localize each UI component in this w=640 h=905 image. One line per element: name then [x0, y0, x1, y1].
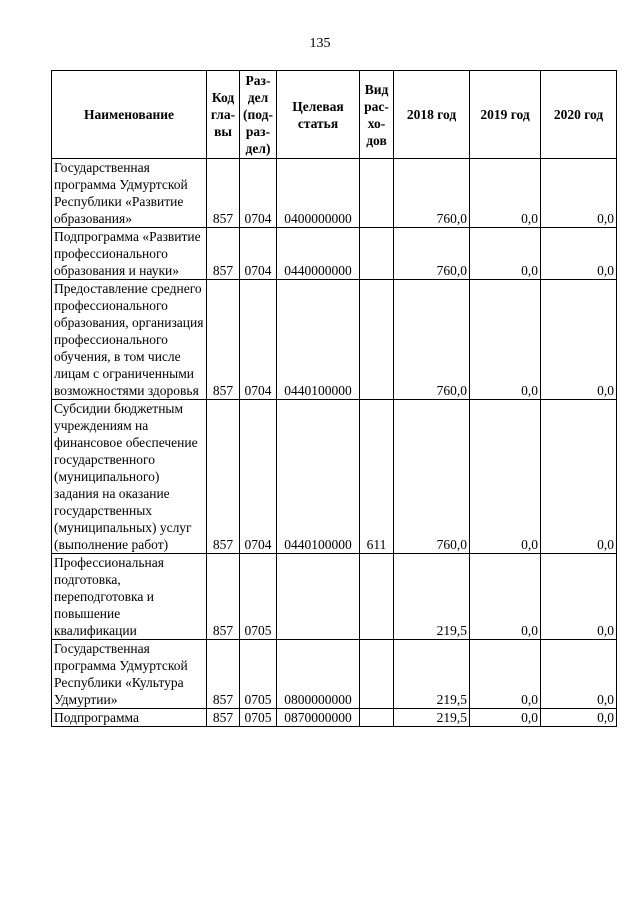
row-2018: 760,0 — [394, 228, 470, 280]
row-chapter: 857 — [207, 640, 240, 709]
header-name: Наименование — [52, 71, 207, 159]
row-2018: 219,5 — [394, 640, 470, 709]
row-2018: 219,5 — [394, 554, 470, 640]
header-chapter: Код гла-вы — [207, 71, 240, 159]
row-name: Подпрограмма — [52, 709, 207, 727]
row-2019: 0,0 — [470, 554, 541, 640]
row-2020: 0,0 — [541, 554, 617, 640]
page-number: 135 — [309, 36, 331, 51]
row-section: 0705 — [240, 709, 277, 727]
row-chapter: 857 — [207, 159, 240, 228]
row-2019: 0,0 — [470, 709, 541, 727]
row-2020: 0,0 — [541, 280, 617, 400]
row-2020: 0,0 — [541, 709, 617, 727]
row-2019: 0,0 — [470, 228, 541, 280]
row-2018: 760,0 — [394, 159, 470, 228]
row-section: 0705 — [240, 554, 277, 640]
header-target: Целевая статья — [277, 71, 360, 159]
row-2019: 0,0 — [470, 640, 541, 709]
row-expense — [360, 554, 394, 640]
table-row — [52, 228, 617, 280]
header-expense: Вид рас-хо-дов — [360, 71, 394, 159]
row-2018: 760,0 — [394, 280, 470, 400]
row-2019: 0,0 — [470, 159, 541, 228]
row-target: 0400000000 — [277, 159, 360, 228]
row-target — [277, 554, 360, 640]
row-name: Профессиональная подготовка, переподготовка и повышение квалификации — [52, 554, 207, 640]
table-row — [52, 554, 617, 640]
table-row — [52, 280, 617, 400]
table-row — [52, 709, 617, 727]
row-expense — [360, 159, 394, 228]
row-name: Государственная программа Удмуртской Республики «Культура Удмуртии» — [52, 640, 207, 709]
row-target: 0800000000 — [277, 640, 360, 709]
row-2018: 760,0 — [394, 400, 470, 554]
row-expense — [360, 228, 394, 280]
row-2020: 0,0 — [541, 640, 617, 709]
row-expense — [360, 709, 394, 727]
row-target: 0870000000 — [277, 709, 360, 727]
row-2020: 0,0 — [541, 159, 617, 228]
row-target: 0440100000 — [277, 280, 360, 400]
row-chapter: 857 — [207, 400, 240, 554]
row-section: 0705 — [240, 640, 277, 709]
row-2020: 0,0 — [541, 400, 617, 554]
row-section: 0704 — [240, 280, 277, 400]
row-chapter: 857 — [207, 554, 240, 640]
row-2018: 219,5 — [394, 709, 470, 727]
row-name: Предоставление среднего профессионального образования, организация профессионального обучения, в том числе лицам с ограниченными возможностями здоровья — [52, 280, 207, 400]
row-expense: 611 — [360, 400, 394, 554]
row-name: Подпрограмма «Развитие профессионального образования и науки» — [52, 228, 207, 280]
row-expense — [360, 640, 394, 709]
table-row — [52, 640, 617, 709]
row-chapter: 857 — [207, 280, 240, 400]
table-row — [52, 159, 617, 228]
header-row — [52, 71, 617, 159]
header-2018: 2018 год — [394, 71, 470, 159]
header-section: Раз-дел (под-раз-дел) — [240, 71, 277, 159]
row-expense — [360, 280, 394, 400]
row-chapter: 857 — [207, 709, 240, 727]
row-2020: 0,0 — [541, 228, 617, 280]
header-2019: 2019 год — [470, 71, 541, 159]
row-target: 0440000000 — [277, 228, 360, 280]
row-section: 0704 — [240, 400, 277, 554]
row-2019: 0,0 — [470, 400, 541, 554]
table-row — [52, 400, 617, 554]
row-name: Государственная программа Удмуртской Республики «Развитие образования» — [52, 159, 207, 228]
row-2019: 0,0 — [470, 280, 541, 400]
row-name: Субсидии бюджетным учреждениям на финансовое обеспечение государственного (муниципального) задания на оказание государственных (муниципальных) услуг (выполнение работ) — [52, 400, 207, 554]
header-2020: 2020 год — [541, 71, 617, 159]
row-chapter: 857 — [207, 228, 240, 280]
row-section: 0704 — [240, 228, 277, 280]
budget-table — [51, 70, 617, 727]
row-section: 0704 — [240, 159, 277, 228]
row-target: 0440100000 — [277, 400, 360, 554]
